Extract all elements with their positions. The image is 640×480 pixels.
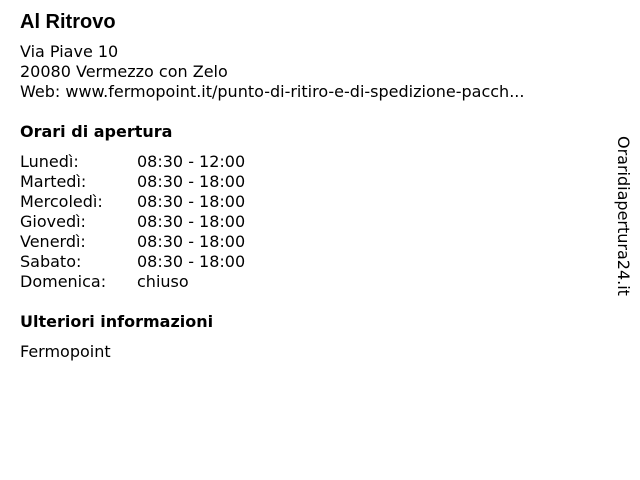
- website-line: [20, 82, 600, 102]
- business-card: [20, 10, 600, 362]
- opening-hours-heading: Orari di apertura: [20, 122, 173, 141]
- hours-day: Lunedì:: [20, 152, 79, 171]
- hours-row: [20, 272, 600, 292]
- hours-row: [20, 192, 600, 212]
- hours-time: 08:30 - 12:00: [137, 152, 246, 171]
- hours-day: Mercoledì:: [20, 192, 103, 211]
- address-street: Via Piave 10: [20, 42, 119, 61]
- hours-time: 08:30 - 18:00: [137, 252, 246, 271]
- hours-row: [20, 232, 600, 252]
- hours-time: 08:30 - 18:00: [137, 212, 246, 231]
- site-watermark: Oraridiapertura24.it: [614, 136, 633, 296]
- hours-day: Sabato:: [20, 252, 82, 271]
- hours-time: 08:30 - 18:00: [137, 172, 246, 191]
- opening-hours-table: [20, 152, 600, 292]
- hours-time: 08:30 - 18:00: [137, 192, 246, 211]
- hours-day: Giovedì:: [20, 212, 86, 231]
- hours-day: Domenica:: [20, 272, 107, 291]
- more-info-text: Fermopoint: [20, 342, 111, 361]
- hours-time: 08:30 - 18:00: [137, 232, 246, 251]
- hours-row: [20, 172, 600, 192]
- more-info-heading: Ulteriori informazioni: [20, 312, 214, 331]
- hours-row: [20, 152, 600, 172]
- hours-time: chiuso: [137, 272, 189, 291]
- website-prefix: Web:: [20, 82, 61, 101]
- business-name: Al Ritrovo: [20, 11, 116, 33]
- hours-row: [20, 252, 600, 272]
- hours-row: [20, 212, 600, 232]
- hours-day: Venerdì:: [20, 232, 86, 251]
- website-link[interactable]: www.fermopoint.it/punto-di-ritiro-e-di-spedizione-pacch...: [65, 82, 525, 101]
- address-city: 20080 Vermezzo con Zelo: [20, 62, 228, 81]
- hours-day: Martedì:: [20, 172, 87, 191]
